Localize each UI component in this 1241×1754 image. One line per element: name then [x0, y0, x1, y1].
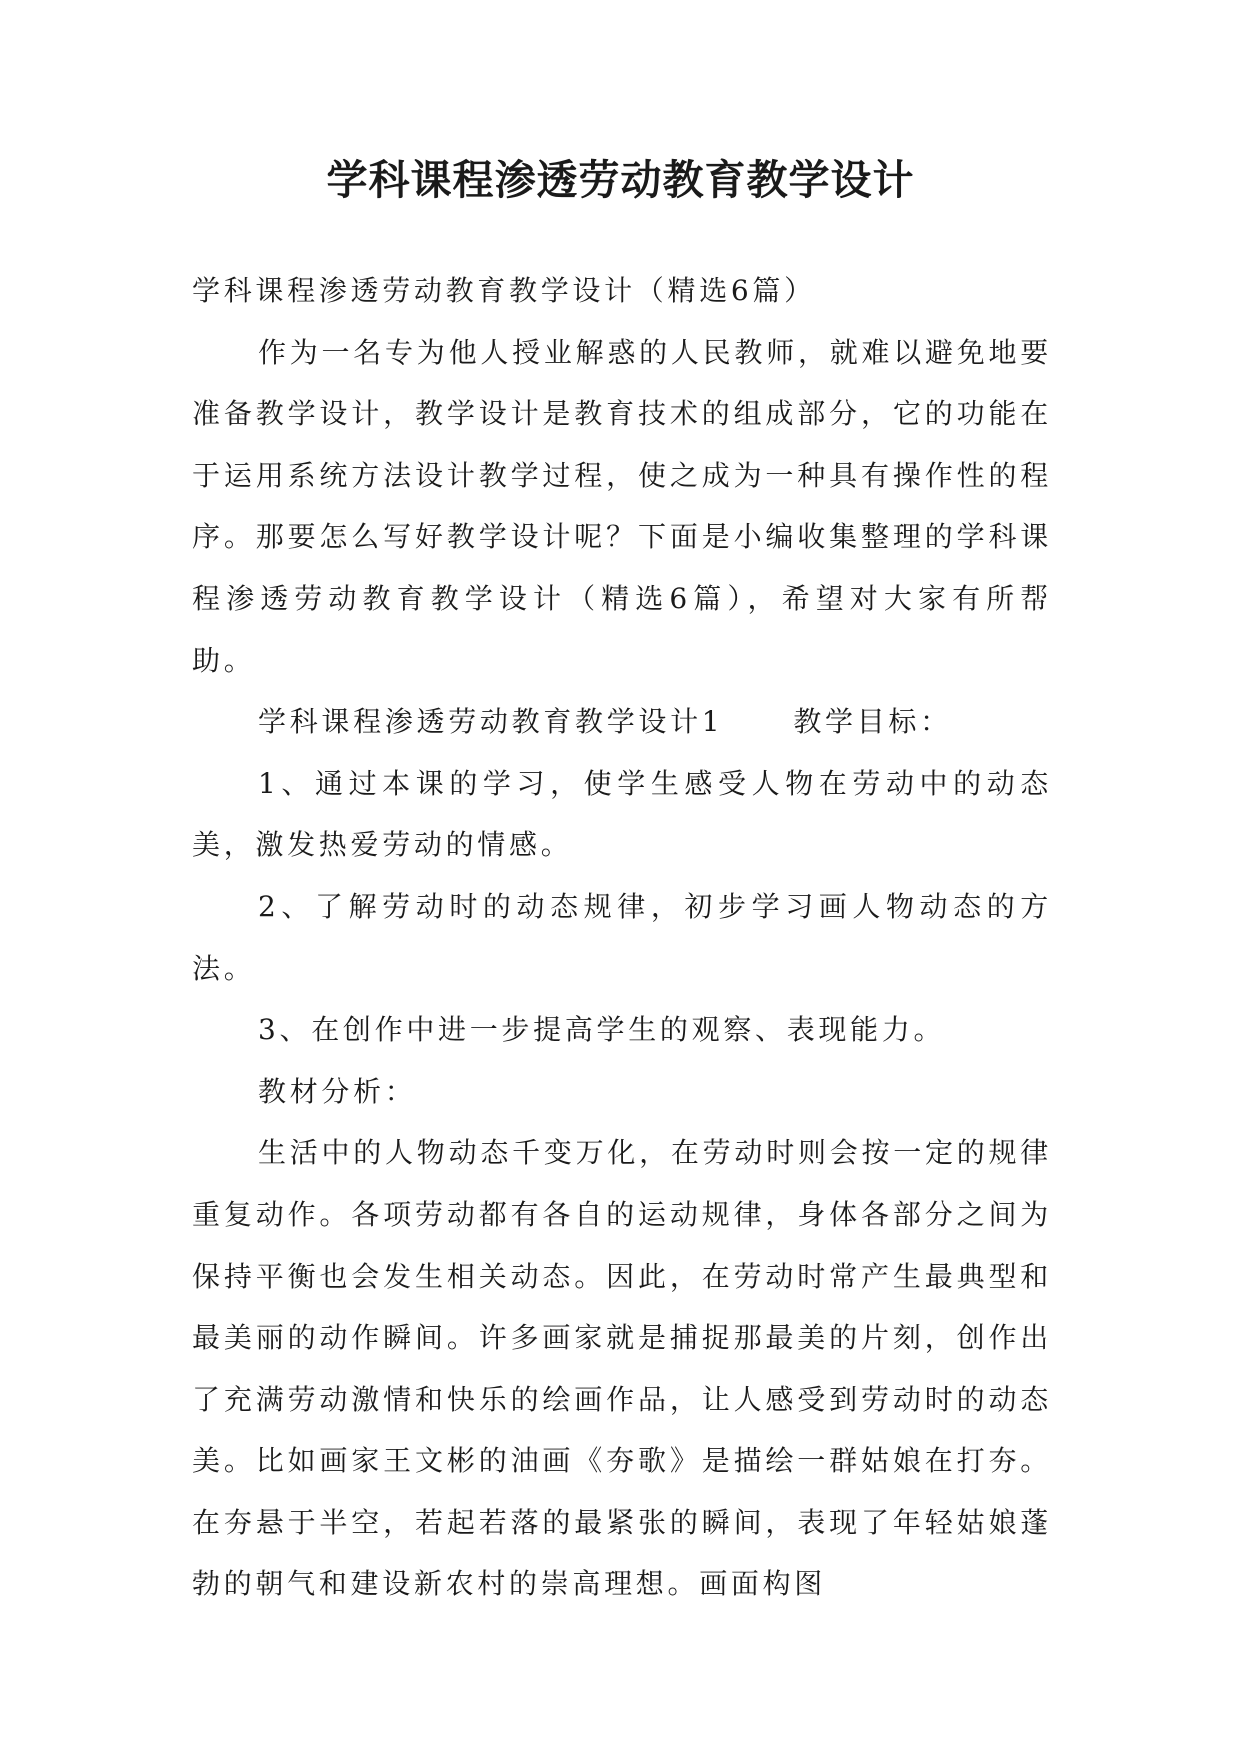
objective-1: 1、通过本课的学习，使学生感受人物在劳动中的动态美，激发热爱劳动的情感。 [192, 766, 1052, 862]
document-body [192, 260, 1052, 1615]
analysis-paragraph: 生活中的人物动态千变万化，在劳动时则会按一定的规律重复动作。各项劳动都有各自的运动规律，身体各部分之间为保持平衡也会发生相关动态。因此，在劳动时常产生最典型和最美丽的动作瞬间。许多画家就是捕捉那最美的片刻，创作出了充满劳动激情和快乐的绘画作品，让人感受到劳动时的动态美。比如画家王文彬的油画《夯歌》是描绘一群姑娘在打夯。在夯悬于半空，若起若落的最紧张的瞬间，表现了年轻姑娘蓬勃的朝气和建设新农村的崇高理想。画面构图 [192, 1136, 1052, 1601]
objectives-label: 教学目标： [793, 705, 952, 739]
analysis-label: 教材分析： [258, 1074, 417, 1108]
objective-3: 3、在创作中进一步提高学生的观察、表现能力。 [258, 1013, 946, 1047]
intro-paragraph: 作为一名专为他人授业解惑的人民教师，就难以避免地要准备教学设计，教学设计是教育技术的组成部分，它的功能在于运用系统方法设计教学过程，使之成为一种具有操作性的程序。那要怎么写好教学设计呢？下面是小编收集整理的学科课程渗透劳动教育教学设计（精选6篇），希望对大家有所帮助。 [192, 335, 1052, 677]
objective-2: 2、了解劳动时的动态规律，初步学习画人物动态的方法。 [192, 889, 1052, 985]
section-heading-line [192, 691, 1052, 753]
document-subtitle: 学科课程渗透劳动教育教学设计（精选6篇） [192, 274, 816, 307]
document-title: 学科课程渗透劳动教育教学设计 [326, 156, 915, 204]
section-heading: 学科课程渗透劳动教育教学设计1 [258, 705, 724, 739]
